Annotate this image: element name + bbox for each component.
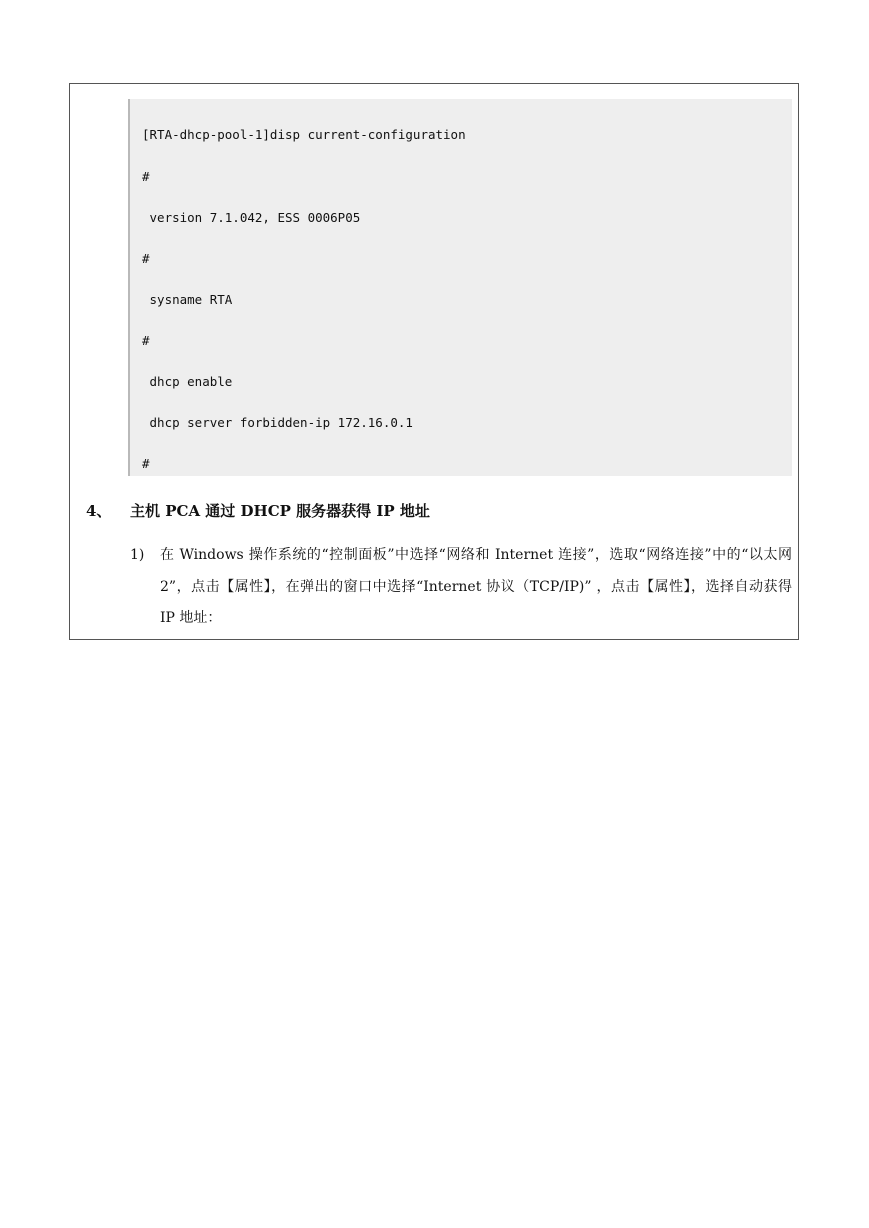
- terminal-line: sysname RTA: [142, 291, 233, 307]
- terminal-line: #: [142, 332, 150, 348]
- section-title: 主机 PCA 通过 DHCP 服务器获得 IP 地址: [130, 502, 430, 520]
- section-number: 4、: [86, 502, 112, 520]
- terminal-screenshot: [128, 99, 792, 476]
- terminal-line: #: [142, 456, 150, 472]
- step-number: 1): [130, 547, 145, 563]
- section-heading: [86, 500, 430, 521]
- step-paragraph: [130, 540, 792, 635]
- document-table-cell: [69, 83, 799, 640]
- terminal-line: [RTA-dhcp-pool-1]disp current-configuration: [142, 127, 466, 143]
- terminal-line: dhcp server forbidden-ip 172.16.0.1: [142, 415, 413, 431]
- terminal-line: #: [142, 250, 150, 266]
- terminal-line: version 7.1.042, ESS 0006P05: [142, 209, 361, 225]
- terminal-line: #: [142, 168, 150, 184]
- terminal-line: dhcp enable: [142, 373, 233, 389]
- step-text: 在 Windows 操作系统的“控制面板”中选择“网络和 Internet 连接”，选取“网络连接”中的“以太网 2”，点击【属性】，在弹出的窗口中选择“Internet 协议（TCP/IP)” ，点击【属性】，选择自动获得 IP 地址：: [160, 547, 792, 626]
